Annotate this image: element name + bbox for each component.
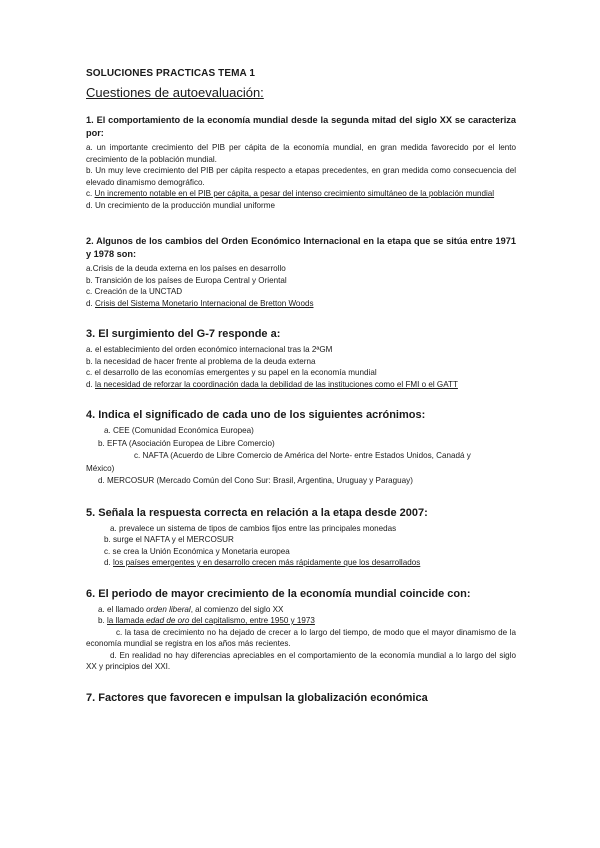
question-1-option-c: [86, 188, 516, 200]
question-1-option-b: b. Un muy leve crecimiento del PIB per cápita respecto a etapas precedentes, en gran medida como consecuencia del elevado dinamismo demográfico.: [86, 166, 516, 187]
question-5-option-b: b. surge el NAFTA y el MERCOSUR: [104, 535, 234, 544]
correct-answer: la necesidad de reforzar la coordinación dada la debilidad de las instituciones como el FMI o el GATT: [95, 379, 458, 389]
question-3-option-b: b. la necesidad de hacer frente al problema de la deuda externa: [86, 356, 316, 366]
question-1: [86, 114, 516, 211]
question-1-text: El comportamiento de la economía mundial desde la segunda mitad del siglo XX se caracteriza por:: [86, 115, 516, 138]
option-prefix: a. el llamado: [98, 604, 147, 614]
acronym-nafta: c. NAFTA (Acuerdo de Libre Comercio de América del Norte- entre Estados Unidos, Canadá y: [134, 451, 471, 460]
question-3-option-a: a. el establecimiento del orden económico internacional tras la 2ªGM: [86, 345, 333, 354]
section-subtitle: Cuestiones de autoevaluación:: [86, 85, 264, 100]
question-2-option-a: a.Crisis de la deuda externa en los países en desarrollo: [86, 264, 286, 273]
question-6-option-d: d. En realidad no hay diferencias apreciables en el comportamiento de la economía mundial a lo largo del siglo XX y principios del XXI.: [86, 650, 516, 671]
question-1-number: 1.: [86, 115, 94, 125]
option-prefix: d.: [86, 379, 95, 389]
question-2-title: 2. Algunos de los cambios del Orden Económico Internacional en la etapa que se sitúa entre 1971 y 1978 son:: [86, 236, 516, 259]
correct-answer: Un incremento notable en el PIB per cápita, a pesar del intenso crecimiento simultáneo de la población mundial: [94, 189, 495, 198]
question-6-option-a: [86, 604, 516, 616]
question-6-title: 6. El periodo de mayor crecimiento de la economía mundial coincide con:: [86, 587, 471, 600]
italic-term: orden liberal: [146, 604, 191, 614]
acronym-efta: b. EFTA (Asociación Europea de Libre Comercio): [98, 438, 275, 448]
correct-answer: los países emergentes y en desarrollo crecen más rápidamente que los desarrollados: [113, 558, 421, 567]
question-4-title: 4. Indica el significado de cada uno de los siguientes acrónimos:: [86, 409, 426, 421]
acronym-cee: a. CEE (Comunidad Económica Europea): [104, 426, 254, 435]
question-5-title: 5. Señala la respuesta correcta en relación a la etapa desde 2007:: [86, 506, 428, 519]
correct-answer-part-2: del capitalismo, entre 1950 y 1973: [189, 616, 315, 625]
question-1-title: [86, 114, 516, 140]
question-3-option-c: c. el desarrollo de las economías emergentes y su papel en la economía mundial: [86, 368, 377, 377]
option-prefix: d.: [104, 558, 113, 567]
correct-answer-italic: edad de oro: [146, 616, 190, 625]
question-3-title: 3. El surgimiento del G-7 responde a:: [86, 328, 281, 340]
question-1-option-a: a. un importante crecimiento del PIB per cápita de la economía mundial, en gran medida favorecido por el lento crecimiento de la población mundial.: [86, 143, 516, 164]
correct-answer: Crisis del Sistema Monetario Internacional de Bretton Woods: [95, 298, 314, 308]
question-7: [86, 691, 516, 705]
question-7-title: 7. Factores que favorecen e impulsan la globalización económica: [86, 691, 428, 704]
option-prefix: c.: [86, 189, 95, 198]
correct-answer-part-1: la llamada: [107, 616, 147, 625]
question-5-option-a: a. prevalece un sistema de tipos de cambios fijos entre las principales monedas: [110, 523, 397, 533]
question-3: [86, 327, 516, 390]
document-content: [86, 68, 516, 723]
question-2-option-c: c. Creación de la UNCTAD: [86, 287, 183, 296]
question-5: [86, 506, 516, 569]
question-2-option-d: [86, 298, 516, 310]
question-1-option-d: d. Un crecimiento de la producción mundial uniforme: [86, 200, 275, 210]
question-6-option-c: c. la tasa de crecimiento no ha dejado de crecer a lo largo del tiempo, de modo que el mayor dinamismo de la economía mundial se registra en los años más recientes.: [86, 627, 516, 648]
acronym-nafta-continued: México): [86, 463, 115, 473]
option-suffix: , al comienzo del siglo XX: [190, 604, 284, 614]
question-2-option-b: b. Transición de los países de Europa Central y Oriental: [86, 275, 287, 285]
document-title: SOLUCIONES PRACTICAS TEMA 1: [86, 68, 256, 79]
option-prefix: b.: [98, 616, 107, 625]
option-prefix: d.: [86, 298, 95, 308]
question-2: [86, 235, 516, 309]
acronym-mercosur: d. MERCOSUR (Mercado Común del Cono Sur: Brasil, Argentina, Uruguay y Paraguay): [98, 476, 413, 485]
question-5-option-c: c. se crea la Unión Económica y Monetaria europea: [104, 546, 290, 556]
question-6: [86, 587, 516, 673]
question-4: [86, 408, 516, 488]
question-6-option-b: [86, 615, 516, 627]
question-3-option-d: [86, 379, 516, 391]
question-5-option-d: [86, 557, 516, 569]
